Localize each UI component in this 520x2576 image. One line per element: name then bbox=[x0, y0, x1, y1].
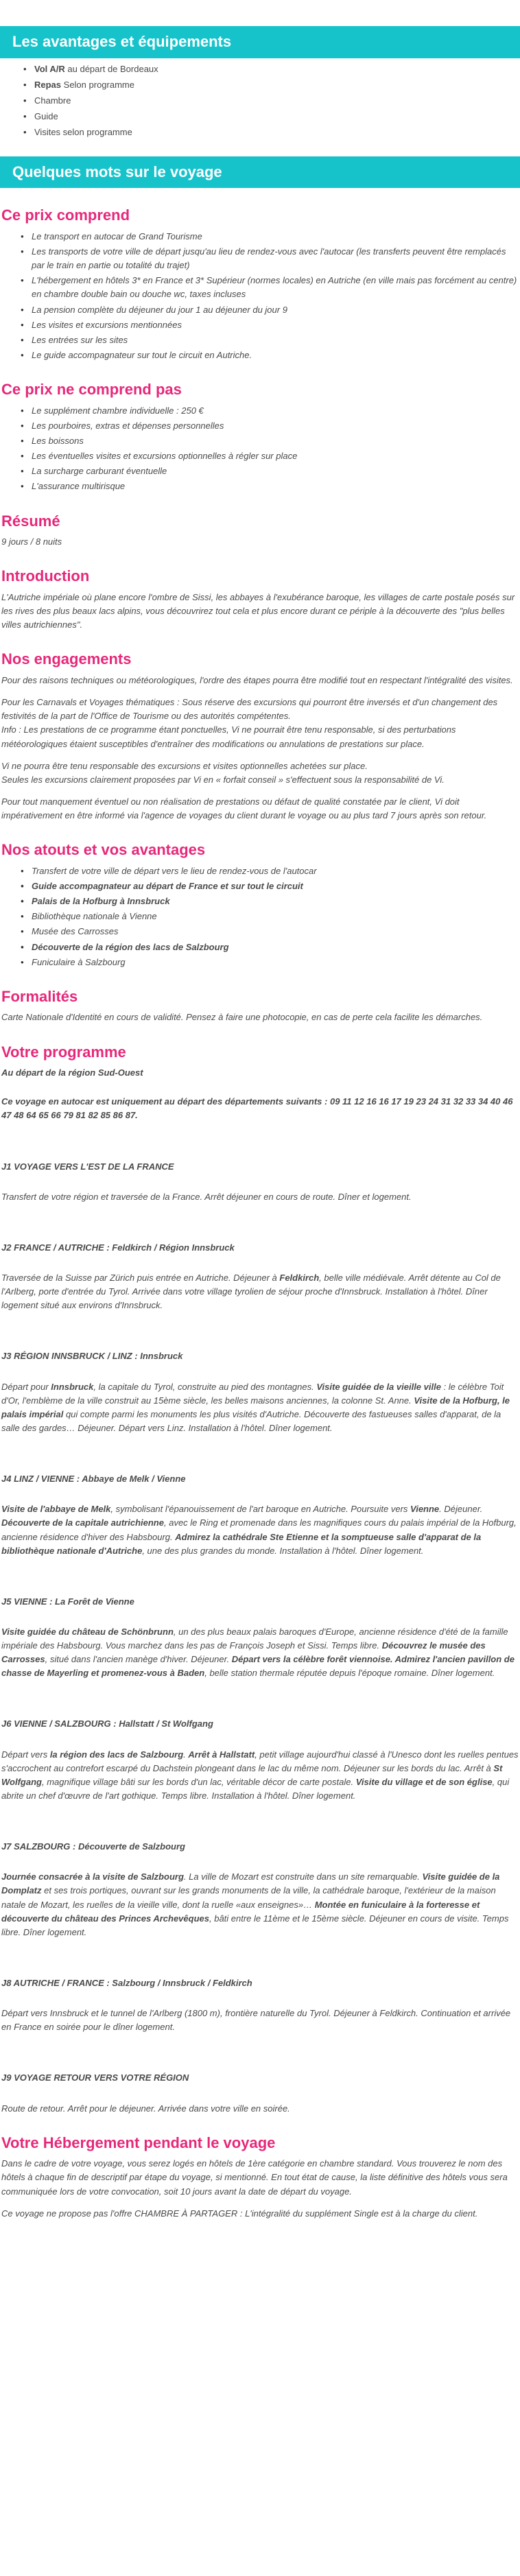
price-includes-title: Ce prix comprend bbox=[1, 206, 130, 224]
day-title: J7 SALZBOURG : Découverte de Salzbourg bbox=[1, 1841, 185, 1852]
commitments-p3: Vi ne pourra être tenu responsable des excursions et visites optionnelles achetées sur place. Seules les excursions clairement proposées par Vi en « forfait conseil » s'effectuent sous la responsabilité de Vi. bbox=[1, 760, 445, 785]
day-title: J4 LINZ / VIENNE : Abbaye de Melk / Vienne bbox=[1, 1474, 186, 1485]
strengths-title: Nos atouts et vos avantages bbox=[1, 841, 206, 859]
content bbox=[0, 206, 520, 2221]
list-item: • Découverte de la région des lacs de Salzbourg bbox=[21, 941, 519, 954]
list-item: • Le supplément chambre individuelle : 250 € bbox=[21, 404, 519, 418]
few-words-header: Quelques mots sur le voyage bbox=[0, 156, 520, 189]
list-item: • L'assurance multirisque bbox=[21, 480, 519, 493]
price-includes-list bbox=[1, 230, 519, 362]
intro-text: L'Autriche impériale où plane encore l'ombre de Sissi, les abbayes à l'exubérance baroque, les villages de carte postale posés sur les rives des plus beaux lacs alpins, vous découvrirez tout cela et plus encore durant ce périple à la découverte des "plus belles villes autrichiennes". bbox=[1, 591, 515, 630]
list-item: • Le guide accompagnateur sur tout le circuit en Autriche. bbox=[21, 348, 519, 362]
day-description: Départ vers Innsbruck et le tunnel de l'Arlberg (1800 m), frontière naturelle du Tyrol. Déjeuner à Feldkirch. Continuation et arrivée en France en soirée pour le dîner logement. bbox=[1, 2008, 511, 2033]
list-item: • L'hébergement en hôtels 3* en France et 3* Supérieur (normes locales) en Autriche (en ville mais pas forcément au centre) en chambre double bain ou douche wc, taxes incluses bbox=[21, 274, 519, 301]
program-days bbox=[1, 1160, 519, 2116]
formalities-title: Formalités bbox=[1, 987, 78, 1005]
list-item: • La pension complète du déjeuner du jour 1 au déjeuner du jour 9 bbox=[21, 303, 519, 317]
list-item: • Repas Selon programme bbox=[23, 78, 520, 92]
list-item: • Les éventuelles visites et excursions optionnelles à régler sur place bbox=[21, 449, 519, 463]
list-item: • Visites selon programme bbox=[23, 126, 520, 139]
day-title: J1 VOYAGE VERS L'EST DE LA FRANCE bbox=[1, 1161, 174, 1172]
summary-title: Résumé bbox=[1, 512, 60, 530]
list-item: • Musée des Carrosses bbox=[21, 925, 519, 938]
advantages-list bbox=[0, 62, 520, 140]
list-item: • Les entrées sur les sites bbox=[21, 333, 519, 347]
day-title: J5 VIENNE : La Forêt de Vienne bbox=[1, 1596, 134, 1607]
formalities-text: Carte Nationale d'Identité en cours de validité. Pensez à faire une photocopie, en cas de perte cela facilite les démarches. bbox=[1, 1012, 483, 1023]
list-item: • Les transports de votre ville de départ jusqu'au lieu de rendez-vous avec l'autocar (les transferts peuvent être remplacés par le train en partie ou totalité du trajet) bbox=[21, 245, 519, 272]
commitments-p4: Pour tout manquement éventuel ou non réalisation de prestations ou défaut de qualité constatée par le client, Vi doit impérativement en être informé via l'agence de voyages du client durant le voyage ou au plus tard 7 jours après son retour. bbox=[1, 796, 487, 821]
day-title: J9 VOYAGE RETOUR VERS VOTRE RÉGION bbox=[1, 2072, 189, 2083]
day-description: Traversée de la Suisse par Zürich puis entrée en Autriche. Déjeuner à Feldkirch, belle ville médiévale. Arrêt détente au Col de l'Arlberg, porte d'entrée du Tyrol. Arrivée dans votre village tyrolien de séjour proche d'Innsbruck. Installation à l'hôtel. Dîner logement situé aux environs d'Innsbruck. bbox=[1, 1272, 501, 1311]
program-departure-note: Ce voyage en autocar est uniquement au départ des départements suivants : 09 11 12 16 16 17 19 23 24 31 32 33 34 40 46 47 48 64 65 66 79 81 82 85 86 87. bbox=[1, 1096, 513, 1121]
price-excludes-title: Ce prix ne comprend pas bbox=[1, 381, 182, 399]
list-item: • Les visites et excursions mentionnées bbox=[21, 318, 519, 332]
list-item: • Chambre bbox=[23, 94, 520, 108]
lodging-title: Votre Hébergement pendant le voyage bbox=[1, 2134, 276, 2151]
price-excludes-list bbox=[1, 404, 519, 494]
list-item: • Guide bbox=[23, 110, 520, 123]
day-description: Départ pour Innsbruck, la capitale du Tyrol, construite au pied des montagnes. Visite guidée de la vieille ville : le célèbre Toit d'Or, l'emblème de la ville construit au 15ème siècle, les belles maisons anciennes, la colonne St. Anne. Visite de la Hofburg, le palais impérial qui compte parmi les monuments les plus visités d'Autriche. Découverte des fastueuses salles d'apparat, de la salle des gardes… Déjeuner. Départ vers Linz. Installation à l'hôtel. Dîner logement. bbox=[1, 1381, 510, 1433]
list-item: • Funiculaire à Salzbourg bbox=[21, 956, 519, 969]
day-description: Journée consacrée à la visite de Salzbourg. La ville de Mozart est construite dans un site remarquable. Visite guidée de la Domplatz et ses trois portiques, ouvrant sur les grands monuments de la ville, la cathédrale baroque, l'extérieur de la maison natale de Mozart, les ruelles de la vieille ville, dont la ruelle «aux enseignes»… Montée en funiculaire à la forteresse et découverte du château des Princes Archevêques, bâti entre le 11ème et le 15ème siècle. Déjeuner en cours de visite. Temps libre. Dîner logement. bbox=[1, 1871, 509, 1937]
day-description: Visite de l'abbaye de Melk, symbolisant l'épanouissement de l'art baroque en Autriche. Poursuite vers Vienne. Déjeuner. Découverte de la capitale autrichienne, avec le Ring et promenade dans les magnifiques cours du palais impérial de la Hofburg, ancienne résidence d'hiver des Habsbourg. Admirez la cathédrale Ste Etienne et la somptueuse salle d'apparat de la bibliothèque nationale d'Autriche, une des plus grandes du monde. Installation à l'hôtel. Dîner logement. bbox=[1, 1504, 517, 1556]
day-title: J8 AUTRICHE / FRANCE : Salzbourg / Innsbruck / Feldkirch bbox=[1, 1978, 252, 1989]
intro-title: Introduction bbox=[1, 567, 90, 585]
day-description: Transfert de votre région et traversée de la France. Arrêt déjeuner en cours de route. Dîner et logement. bbox=[1, 1191, 412, 1202]
day-description: Route de retour. Arrêt pour le déjeuner. Arrivée dans votre ville en soirée. bbox=[1, 2103, 290, 2114]
list-item: • Les boissons bbox=[21, 434, 519, 448]
program-title: Votre programme bbox=[1, 1043, 126, 1061]
day-description: Visite guidée du château de Schönbrunn, un des plus beaux palais baroques d'Europe, ancienne résidence d'été de la famille impériale des Habsbourg. Vous marchez dans les pas de François Joseph et Sissi. Temps libre. Découvrez le musée des Carrosses, situé dans l'ancien manège d'hiver. Déjeuner. Départ vers la célèbre forêt viennoise. Admirez l'ancien pavillon de chasse de Mayerling et promenez-vous à Baden, belle station thermale réputée depuis l'époque romaine. Dîner logement. bbox=[1, 1626, 515, 1679]
list-item: • Transfert de votre ville de départ vers le lieu de rendez-vous de l'autocar bbox=[21, 864, 519, 878]
summary-text: 9 jours / 8 nuits bbox=[1, 536, 62, 547]
program-departure-region: Au départ de la région Sud-Ouest bbox=[1, 1067, 143, 1078]
list-item: • Guide accompagnateur au départ de France et sur tout le circuit bbox=[21, 879, 519, 893]
list-item: • Bibliothèque nationale à Vienne bbox=[21, 910, 519, 923]
strengths-list bbox=[1, 864, 519, 969]
lodging-p1: Dans le cadre de votre voyage, vous serez logés en hôtels de 1ère catégorie en chambre standard. Vous trouverez le nom des hôtels à chaque fin de descriptif par étape du voyage, si mentionné. En tout état de cause, la liste définitive des hôtels vous sera communiquée lors de votre convocation, soit 10 jours avant la date de départ du voyage. bbox=[1, 2158, 508, 2197]
day-title: J3 RÉGION INNSBRUCK / LINZ : Innsbruck bbox=[1, 1351, 183, 1362]
day-title: J6 VIENNE / SALZBOURG : Hallstatt / St Wolfgang bbox=[1, 1718, 213, 1729]
list-item: • Palais de la Hofburg à Innsbruck bbox=[21, 895, 519, 908]
list-item: • Les pourboires, extras et dépenses personnelles bbox=[21, 419, 519, 433]
list-item: • La surcharge carburant éventuelle bbox=[21, 464, 519, 478]
advantages-header: Les avantages et équipements bbox=[0, 26, 520, 58]
lodging-p2: Ce voyage ne propose pas l'offre CHAMBRE À PARTAGER : L'intégralité du supplément Single est à la charge du client. bbox=[1, 2208, 478, 2219]
day-description: Départ vers la région des lacs de Salzbourg. Arrêt à Hallstatt, petit village aujourd'hui classé à l'Unesco dont les ruelles pentues s'accrochent au contrefort escarpé du Dachstein plongeant dans le lac du même nom. Déjeuner sur les bords du lac. Arrêt à St Wolfgang, magnifique village bâti sur les bords d'un lac, véritable décor de carte postale. Visite du village et de son église, qui abrite un chef d'œuvre de l'art gothique. Temps libre. Installation à l'hôtel. Dîner logement. bbox=[1, 1749, 519, 1801]
commitments-p2: Pour les Carnavals et Voyages thématiques : Sous réserve des excursions qui pourront être inversés et d'un changement des festivités de la part de l'Office de Tourisme ou des autorités compétentes. Info : Les prestations de ce programme étant ponctuelles, Vi ne pourrait être tenu responsable, si des perturbations météorologiques étaient susceptibles d'entraîner des modifications ou annulations de prestations sur place. bbox=[1, 697, 498, 749]
day-title: J2 FRANCE / AUTRICHE : Feldkirch / Région Innsbruck bbox=[1, 1242, 235, 1253]
commitments-title: Nos engagements bbox=[1, 650, 132, 668]
list-item: • Le transport en autocar de Grand Tourisme bbox=[21, 230, 519, 244]
commitments-p1: Pour des raisons techniques ou météorologiques, l'ordre des étapes pourra être modifié tout en respectant l'intégralité des visites. bbox=[1, 674, 513, 685]
list-item: • Vol A/R au départ de Bordeaux bbox=[23, 62, 520, 76]
